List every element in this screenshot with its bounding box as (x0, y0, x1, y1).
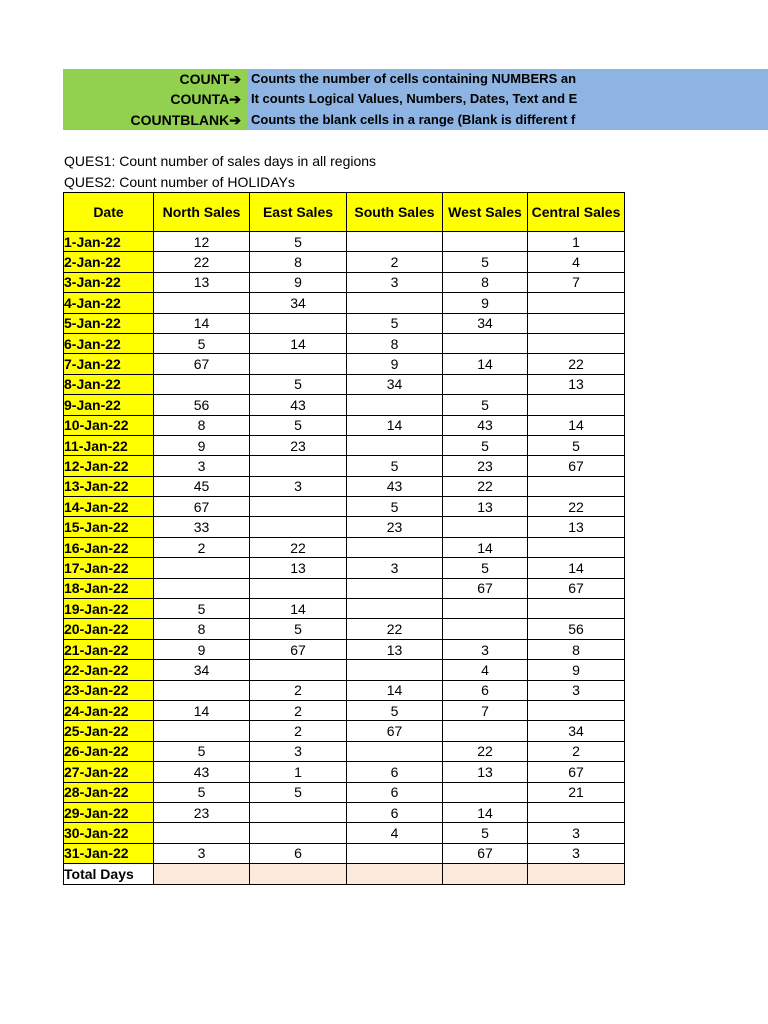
west-sales-cell[interactable]: 6 (443, 680, 528, 700)
east-sales-cell[interactable] (250, 517, 347, 537)
table-row (64, 252, 625, 272)
table-row (64, 537, 625, 557)
table-row (64, 639, 625, 659)
west-sales-cell[interactable] (443, 374, 528, 394)
arrow-icon: ➔ (229, 111, 241, 128)
arrow-icon: ➔ (229, 91, 241, 108)
table-row (64, 293, 625, 313)
east-sales-cell[interactable]: 1 (250, 762, 347, 782)
east-sales-cell[interactable]: 9 (250, 272, 347, 292)
date-cell[interactable]: 20-Jan-22 (64, 619, 154, 639)
total-days-label[interactable]: Total Days (64, 864, 154, 884)
table-row (64, 619, 625, 639)
east-sales-cell[interactable]: 8 (250, 252, 347, 272)
east-sales-cell[interactable]: 5 (250, 415, 347, 435)
table-row (64, 456, 625, 476)
table-row (64, 823, 625, 843)
east-sales-cell[interactable]: 5 (250, 374, 347, 394)
west-sales-cell[interactable] (443, 333, 528, 353)
central-sales-cell[interactable]: 2 (528, 741, 625, 761)
east-sales-cell[interactable] (250, 497, 347, 517)
date-cell[interactable]: 15-Jan-22 (64, 517, 154, 537)
table-row (64, 497, 625, 517)
date-cell[interactable]: 30-Jan-22 (64, 823, 154, 843)
def-name-cell[interactable] (63, 110, 247, 130)
west-sales-cell[interactable]: 14 (443, 354, 528, 374)
north-sales-cell[interactable]: 34 (154, 660, 250, 680)
south-sales-cell[interactable]: 3 (347, 558, 443, 578)
central-sales-cell[interactable]: 3 (528, 823, 625, 843)
date-cell[interactable]: 5-Jan-22 (64, 313, 154, 333)
south-sales-cell[interactable] (347, 843, 443, 863)
total-east-cell[interactable] (250, 864, 347, 884)
west-sales-cell[interactable] (443, 721, 528, 741)
north-sales-cell[interactable]: 9 (154, 639, 250, 659)
header-south-sales[interactable]: South Sales (347, 193, 443, 232)
function-name: COUNT (179, 71, 230, 87)
date-cell[interactable]: 17-Jan-22 (64, 558, 154, 578)
total-west-cell[interactable] (443, 864, 528, 884)
north-sales-cell[interactable] (154, 578, 250, 598)
north-sales-cell[interactable]: 43 (154, 762, 250, 782)
east-sales-cell[interactable]: 3 (250, 741, 347, 761)
east-sales-cell[interactable]: 5 (250, 232, 347, 252)
central-sales-cell[interactable] (528, 395, 625, 415)
central-sales-cell[interactable] (528, 293, 625, 313)
north-sales-cell[interactable]: 33 (154, 517, 250, 537)
west-sales-cell[interactable]: 13 (443, 762, 528, 782)
central-sales-cell[interactable] (528, 700, 625, 720)
central-sales-cell[interactable] (528, 599, 625, 619)
sales-table (63, 192, 625, 885)
south-sales-cell[interactable] (347, 599, 443, 619)
central-sales-cell[interactable]: 21 (528, 782, 625, 802)
west-sales-cell[interactable]: 5 (443, 823, 528, 843)
date-cell[interactable]: 1-Jan-22 (64, 232, 154, 252)
south-sales-cell[interactable]: 3 (347, 272, 443, 292)
function-definitions (63, 69, 768, 130)
south-sales-cell[interactable]: 8 (347, 333, 443, 353)
south-sales-cell[interactable]: 4 (347, 823, 443, 843)
date-cell[interactable]: 12-Jan-22 (64, 456, 154, 476)
central-sales-cell[interactable] (528, 802, 625, 822)
south-sales-cell[interactable] (347, 395, 443, 415)
header-north-sales[interactable]: North Sales (154, 193, 250, 232)
east-sales-cell[interactable]: 5 (250, 619, 347, 639)
north-sales-cell[interactable]: 23 (154, 802, 250, 822)
west-sales-cell[interactable]: 67 (443, 578, 528, 598)
total-row (64, 864, 625, 884)
central-sales-cell[interactable] (528, 333, 625, 353)
date-cell[interactable]: 9-Jan-22 (64, 395, 154, 415)
date-cell[interactable]: 13-Jan-22 (64, 476, 154, 496)
east-sales-cell[interactable]: 13 (250, 558, 347, 578)
west-sales-cell[interactable]: 5 (443, 558, 528, 578)
south-sales-cell[interactable]: 13 (347, 639, 443, 659)
table-body (64, 232, 625, 864)
total-north-cell[interactable] (154, 864, 250, 884)
date-cell[interactable]: 28-Jan-22 (64, 782, 154, 802)
central-sales-cell[interactable]: 14 (528, 558, 625, 578)
south-sales-cell[interactable]: 5 (347, 497, 443, 517)
east-sales-cell[interactable] (250, 660, 347, 680)
total-south-cell[interactable] (347, 864, 443, 884)
south-sales-cell[interactable]: 5 (347, 700, 443, 720)
date-cell[interactable]: 23-Jan-22 (64, 680, 154, 700)
east-sales-cell[interactable]: 2 (250, 680, 347, 700)
south-sales-cell[interactable]: 6 (347, 762, 443, 782)
east-sales-cell[interactable]: 6 (250, 843, 347, 863)
south-sales-cell[interactable] (347, 578, 443, 598)
date-cell[interactable]: 19-Jan-22 (64, 599, 154, 619)
date-cell[interactable]: 16-Jan-22 (64, 537, 154, 557)
south-sales-cell[interactable] (347, 293, 443, 313)
header-east-sales[interactable]: East Sales (250, 193, 347, 232)
table-row (64, 415, 625, 435)
north-sales-cell[interactable]: 3 (154, 456, 250, 476)
west-sales-cell[interactable]: 14 (443, 802, 528, 822)
north-sales-cell[interactable]: 5 (154, 333, 250, 353)
date-cell[interactable]: 26-Jan-22 (64, 741, 154, 761)
table-row (64, 272, 625, 292)
east-sales-cell[interactable]: 2 (250, 721, 347, 741)
west-sales-cell[interactable]: 34 (443, 313, 528, 333)
south-sales-cell[interactable] (347, 660, 443, 680)
central-sales-cell[interactable]: 14 (528, 415, 625, 435)
date-cell[interactable]: 29-Jan-22 (64, 802, 154, 822)
date-cell[interactable]: 11-Jan-22 (64, 435, 154, 455)
question-1[interactable]: QUES1: Count number of sales days in all regions (64, 153, 377, 169)
east-sales-cell[interactable]: 14 (250, 599, 347, 619)
central-sales-cell[interactable]: 9 (528, 660, 625, 680)
date-cell[interactable]: 2-Jan-22 (64, 252, 154, 272)
central-sales-cell[interactable]: 67 (528, 578, 625, 598)
def-row-counta (63, 89, 768, 109)
north-sales-cell[interactable]: 56 (154, 395, 250, 415)
south-sales-cell[interactable] (347, 741, 443, 761)
west-sales-cell[interactable]: 5 (443, 252, 528, 272)
arrow-icon: ➔ (229, 71, 241, 87)
table-row (64, 762, 625, 782)
def-row-countblank (63, 110, 768, 130)
east-sales-cell[interactable] (250, 456, 347, 476)
function-name: COUNTA (170, 91, 230, 108)
south-sales-cell[interactable]: 9 (347, 354, 443, 374)
north-sales-cell[interactable]: 9 (154, 435, 250, 455)
west-sales-cell[interactable]: 3 (443, 639, 528, 659)
header-date[interactable]: Date (64, 193, 154, 232)
north-sales-cell[interactable] (154, 721, 250, 741)
east-sales-cell[interactable] (250, 313, 347, 333)
west-sales-cell[interactable] (443, 599, 528, 619)
north-sales-cell[interactable]: 5 (154, 599, 250, 619)
def-row-count (63, 69, 768, 89)
central-sales-cell[interactable]: 8 (528, 639, 625, 659)
central-sales-cell[interactable] (528, 313, 625, 333)
west-sales-cell[interactable] (443, 782, 528, 802)
date-cell[interactable]: 10-Jan-22 (64, 415, 154, 435)
north-sales-cell[interactable] (154, 680, 250, 700)
date-cell[interactable]: 27-Jan-22 (64, 762, 154, 782)
east-sales-cell[interactable]: 23 (250, 435, 347, 455)
south-sales-cell[interactable]: 22 (347, 619, 443, 639)
north-sales-cell[interactable]: 22 (154, 252, 250, 272)
south-sales-cell[interactable]: 6 (347, 802, 443, 822)
west-sales-cell[interactable]: 5 (443, 435, 528, 455)
east-sales-cell[interactable]: 14 (250, 333, 347, 353)
central-sales-cell[interactable]: 4 (528, 252, 625, 272)
north-sales-cell[interactable]: 12 (154, 232, 250, 252)
south-sales-cell[interactable] (347, 537, 443, 557)
table-row (64, 333, 625, 353)
east-sales-cell[interactable]: 2 (250, 700, 347, 720)
central-sales-cell[interactable]: 67 (528, 762, 625, 782)
south-sales-cell[interactable]: 14 (347, 415, 443, 435)
date-cell[interactable]: 24-Jan-22 (64, 700, 154, 720)
table-row (64, 741, 625, 761)
date-cell[interactable]: 8-Jan-22 (64, 374, 154, 394)
central-sales-cell[interactable]: 34 (528, 721, 625, 741)
north-sales-cell[interactable]: 8 (154, 619, 250, 639)
table-row (64, 395, 625, 415)
central-sales-cell[interactable]: 13 (528, 374, 625, 394)
total-central-cell[interactable] (528, 864, 625, 884)
def-name-cell[interactable] (63, 69, 247, 89)
table-row (64, 660, 625, 680)
west-sales-cell[interactable] (443, 619, 528, 639)
north-sales-cell[interactable] (154, 823, 250, 843)
table-row (64, 802, 625, 822)
south-sales-cell[interactable]: 2 (347, 252, 443, 272)
table-row (64, 578, 625, 598)
central-sales-cell[interactable] (528, 476, 625, 496)
north-sales-cell[interactable]: 14 (154, 313, 250, 333)
west-sales-cell[interactable]: 43 (443, 415, 528, 435)
west-sales-cell[interactable]: 8 (443, 272, 528, 292)
east-sales-cell[interactable]: 3 (250, 476, 347, 496)
table-row (64, 232, 625, 252)
central-sales-cell[interactable]: 7 (528, 272, 625, 292)
date-cell[interactable]: 7-Jan-22 (64, 354, 154, 374)
south-sales-cell[interactable] (347, 435, 443, 455)
west-sales-cell[interactable]: 22 (443, 741, 528, 761)
central-sales-cell[interactable]: 13 (528, 517, 625, 537)
west-sales-cell[interactable]: 22 (443, 476, 528, 496)
east-sales-cell[interactable] (250, 823, 347, 843)
south-sales-cell[interactable]: 5 (347, 456, 443, 476)
west-sales-cell[interactable]: 23 (443, 456, 528, 476)
central-sales-cell[interactable]: 22 (528, 354, 625, 374)
south-sales-cell[interactable]: 5 (347, 313, 443, 333)
def-description[interactable]: Counts the blank cells in a range (Blank is different f (247, 110, 768, 130)
table-row (64, 782, 625, 802)
north-sales-cell[interactable]: 5 (154, 741, 250, 761)
central-sales-cell[interactable]: 1 (528, 232, 625, 252)
header-west-sales[interactable]: West Sales (443, 193, 528, 232)
table-row (64, 721, 625, 741)
table-row (64, 680, 625, 700)
east-sales-cell[interactable] (250, 578, 347, 598)
west-sales-cell[interactable] (443, 517, 528, 537)
central-sales-cell[interactable]: 3 (528, 680, 625, 700)
east-sales-cell[interactable]: 67 (250, 639, 347, 659)
date-cell[interactable]: 4-Jan-22 (64, 293, 154, 313)
central-sales-cell[interactable]: 56 (528, 619, 625, 639)
table-row (64, 435, 625, 455)
def-name-cell[interactable] (63, 89, 247, 109)
date-cell[interactable]: 6-Jan-22 (64, 333, 154, 353)
west-sales-cell[interactable]: 14 (443, 537, 528, 557)
date-cell[interactable]: 18-Jan-22 (64, 578, 154, 598)
north-sales-cell[interactable]: 67 (154, 497, 250, 517)
north-sales-cell[interactable]: 2 (154, 537, 250, 557)
date-cell[interactable]: 14-Jan-22 (64, 497, 154, 517)
header-row (64, 193, 625, 232)
east-sales-cell[interactable]: 5 (250, 782, 347, 802)
table-row (64, 476, 625, 496)
central-sales-cell[interactable]: 22 (528, 497, 625, 517)
date-cell[interactable]: 21-Jan-22 (64, 639, 154, 659)
south-sales-cell[interactable]: 43 (347, 476, 443, 496)
west-sales-cell[interactable]: 7 (443, 700, 528, 720)
north-sales-cell[interactable]: 14 (154, 700, 250, 720)
central-sales-cell[interactable]: 5 (528, 435, 625, 455)
date-cell[interactable]: 3-Jan-22 (64, 272, 154, 292)
date-cell[interactable]: 25-Jan-22 (64, 721, 154, 741)
function-name: COUNTBLANK (130, 111, 230, 128)
east-sales-cell[interactable]: 43 (250, 395, 347, 415)
south-sales-cell[interactable]: 67 (347, 721, 443, 741)
east-sales-cell[interactable] (250, 802, 347, 822)
central-sales-cell[interactable] (528, 537, 625, 557)
east-sales-cell[interactable]: 22 (250, 537, 347, 557)
north-sales-cell[interactable] (154, 374, 250, 394)
south-sales-cell[interactable]: 34 (347, 374, 443, 394)
south-sales-cell[interactable]: 23 (347, 517, 443, 537)
date-cell[interactable]: 31-Jan-22 (64, 843, 154, 863)
north-sales-cell[interactable] (154, 558, 250, 578)
south-sales-cell[interactable]: 6 (347, 782, 443, 802)
north-sales-cell[interactable]: 3 (154, 843, 250, 863)
table-row (64, 517, 625, 537)
east-sales-cell[interactable]: 34 (250, 293, 347, 313)
header-central-sales[interactable]: Central Sales (528, 193, 625, 232)
table-row (64, 354, 625, 374)
table-row (64, 558, 625, 578)
north-sales-cell[interactable]: 8 (154, 415, 250, 435)
west-sales-cell[interactable]: 5 (443, 395, 528, 415)
central-sales-cell[interactable]: 3 (528, 843, 625, 863)
table-row (64, 843, 625, 863)
north-sales-cell[interactable]: 67 (154, 354, 250, 374)
north-sales-cell[interactable] (154, 293, 250, 313)
table-row (64, 700, 625, 720)
west-sales-cell[interactable]: 4 (443, 660, 528, 680)
west-sales-cell[interactable]: 9 (443, 293, 528, 313)
west-sales-cell[interactable]: 67 (443, 843, 528, 863)
central-sales-cell[interactable]: 67 (528, 456, 625, 476)
table-row (64, 313, 625, 333)
question-2[interactable]: QUES2: Count number of HOLIDAYs (64, 174, 295, 190)
date-cell[interactable]: 22-Jan-22 (64, 660, 154, 680)
west-sales-cell[interactable] (443, 232, 528, 252)
def-description[interactable]: Counts the number of cells containing NUMBERS an (247, 69, 768, 89)
east-sales-cell[interactable] (250, 354, 347, 374)
north-sales-cell[interactable]: 45 (154, 476, 250, 496)
table-row (64, 374, 625, 394)
west-sales-cell[interactable]: 13 (443, 497, 528, 517)
table-row (64, 599, 625, 619)
def-description[interactable]: It counts Logical Values, Numbers, Dates, Text and E (247, 89, 768, 109)
south-sales-cell[interactable]: 14 (347, 680, 443, 700)
north-sales-cell[interactable]: 13 (154, 272, 250, 292)
north-sales-cell[interactable]: 5 (154, 782, 250, 802)
south-sales-cell[interactable] (347, 232, 443, 252)
